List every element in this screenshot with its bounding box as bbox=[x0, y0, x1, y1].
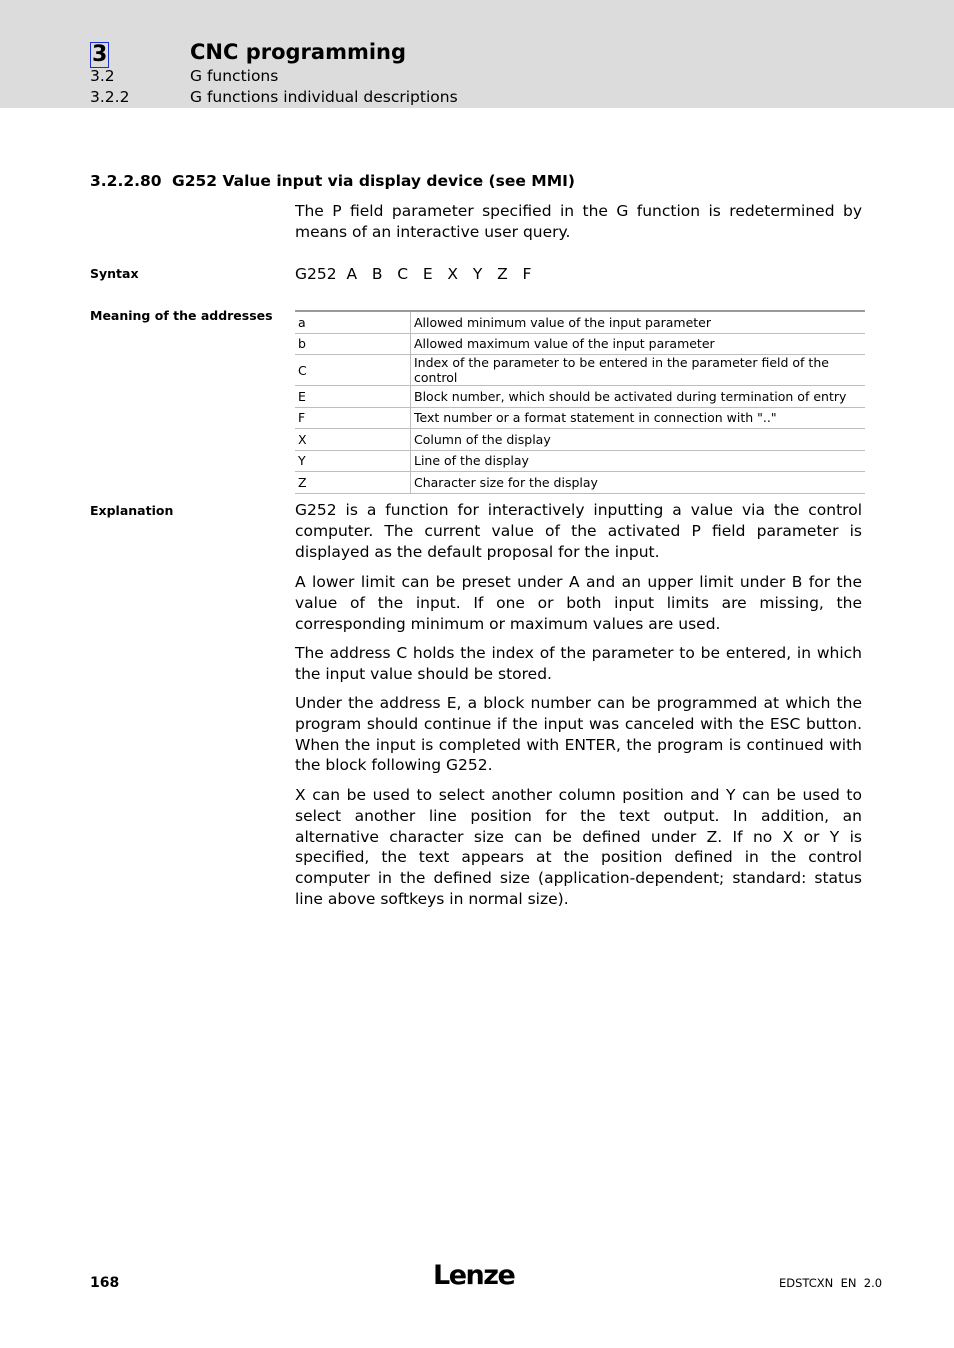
address-key: E bbox=[295, 386, 411, 408]
address-desc: Text number or a format statement in connection with ".." bbox=[411, 407, 866, 429]
explanation-paragraph: Under the address E, a block number can be programmed at which the program should continue if the input was canceled with the ESC button. When the input is completed with ENTER, the program is continued with the block following G252. bbox=[295, 694, 862, 775]
table-row bbox=[295, 450, 865, 472]
address-desc: Column of the display bbox=[411, 429, 866, 451]
subsubsection-title: G functions individual descriptions bbox=[190, 88, 458, 106]
address-key: Z bbox=[295, 472, 411, 494]
document-id: EDSTCXN EN 2.0 bbox=[779, 1276, 883, 1290]
address-desc: Allowed maximum value of the input parameter bbox=[411, 333, 866, 355]
table-row bbox=[295, 355, 865, 386]
address-key: X bbox=[295, 429, 411, 451]
address-desc: Index of the parameter to be entered in the parameter field of the control bbox=[411, 355, 866, 386]
table-row bbox=[295, 429, 865, 451]
explanation-paragraph: X can be used to select another column position and Y can be used to select another line position for the text output. In addition, an alternative character size can be defined under Z. If no X or Y is specified, the text appears at the position defined in the control computer in the defined size (application-dependent; standard: status line above softkeys in normal size). bbox=[295, 786, 862, 908]
syntax-text: G252 A B C E X Y Z F bbox=[295, 265, 532, 283]
page-header bbox=[0, 0, 954, 108]
section-number: 3.2.2.80 bbox=[90, 172, 162, 190]
chapter-number[interactable]: 3 bbox=[92, 42, 108, 67]
table-row bbox=[295, 333, 865, 355]
page-number: 168 bbox=[90, 1275, 120, 1291]
syntax-label: Syntax bbox=[90, 266, 139, 281]
address-desc: Block number, which should be activated during termination of entry bbox=[411, 386, 866, 408]
table-row bbox=[295, 311, 865, 333]
table-row bbox=[295, 407, 865, 429]
subsection-title: G functions bbox=[190, 67, 279, 85]
address-desc: Allowed minimum value of the input parameter bbox=[411, 311, 866, 333]
subsubsection-number: 3.2.2 bbox=[90, 88, 130, 106]
address-key: F bbox=[295, 407, 411, 429]
addresses-label: Meaning of the addresses bbox=[90, 308, 273, 323]
address-key: a bbox=[295, 311, 411, 333]
section-intro: The P field parameter specified in the G function is redetermined by means of an interactive user query. bbox=[295, 202, 862, 241]
table-row bbox=[295, 386, 865, 408]
address-desc: Character size for the display bbox=[411, 472, 866, 494]
table-row bbox=[295, 472, 865, 494]
explanation-label: Explanation bbox=[90, 503, 174, 518]
address-desc: Line of the display bbox=[411, 450, 866, 472]
addresses-table bbox=[295, 310, 865, 494]
lenze-logo: Lenze bbox=[433, 1260, 515, 1291]
explanation-paragraph: The address C holds the index of the parameter to be entered, in which the input value should be stored. bbox=[295, 644, 862, 683]
section-title: G252 Value input via display device (see MMI) bbox=[172, 172, 575, 190]
address-key: b bbox=[295, 333, 411, 355]
explanation-paragraph: G252 is a function for interactively inputting a value via the control computer. The current value of the activated P field parameter is displayed as the default proposal for the input. bbox=[295, 501, 862, 561]
chapter-title: CNC programming bbox=[190, 40, 407, 64]
address-key: Y bbox=[295, 450, 411, 472]
address-key: C bbox=[295, 355, 411, 386]
subsection-number: 3.2 bbox=[90, 67, 115, 85]
explanation-paragraph: A lower limit can be preset under A and an upper limit under B for the value of the input. If one or both input limits are missing, the corresponding minimum or maximum values are used. bbox=[295, 573, 862, 633]
